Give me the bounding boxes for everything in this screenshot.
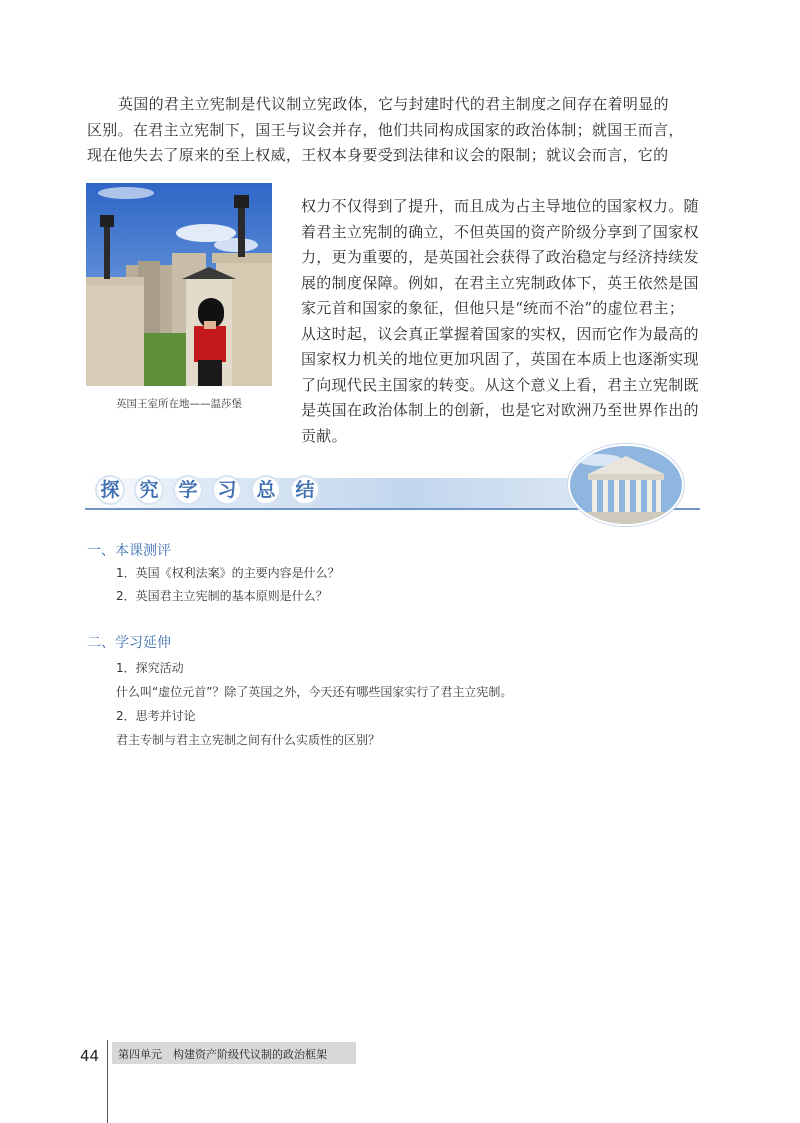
banner-char: 结 (290, 475, 320, 505)
review-question-2: 2．英国君主立宪制的基本原则是什么？ (116, 589, 328, 603)
banner-char: 探 (95, 475, 125, 505)
footer-divider (107, 1040, 108, 1123)
text-line: 权力不仅得到了提升，而且成为占主导地位的国家权力。随 (301, 197, 699, 215)
photo-caption: 英国王室所在地——温莎堡 (116, 398, 242, 410)
extension-item-2-title: 2．思考并讨论 (116, 709, 196, 723)
text-line: 着君主立宪制的确立，不但英国的资产阶级分享到了国家权 (301, 222, 699, 241)
banner-char: 总 (251, 475, 281, 505)
text-line: 英国的君主立宪制是代议制立宪政体，它与封建时代的君主制度之间存在着明显的 (118, 95, 669, 113)
text-line: 区别。在君主立宪制下，国王与议会并存，他们共同构成国家的政治体制；就国王而言， (87, 120, 684, 139)
review-question-1: 1．英国《权利法案》的主要内容是什么？ (116, 566, 340, 580)
section-heading-extension: 二、学习延伸 (87, 635, 171, 651)
courthouse-photo (568, 444, 684, 526)
paragraph-continued (301, 194, 711, 449)
banner-char: 学 (173, 475, 203, 505)
text-line: 现在他失去了原来的至上权威，王权本身要受到法律和议会的限制；就议会而言，它的 (87, 146, 669, 164)
text-line: 国家权力机关的地位更加巩固了，英国在本质上也逐渐实现 (301, 350, 699, 368)
text-line: 是英国在政治体制上的创新，也是它对欧洲乃至世界作出的 (301, 401, 699, 419)
extension-item-1-text: 什么叫“虚位元首”？除了英国之外，今天还有哪些国家实行了君主立宪制。 (116, 685, 513, 699)
extension-item-2-text: 君主专制与君主立宪制之间有什么实质性的区别？ (116, 733, 381, 747)
text-line: 贡献。 (301, 426, 347, 445)
text-line: 了向现代民主国家的转变。从这个意义上看，君主立宪制既 (301, 375, 699, 394)
unit-title: 第四单元 构建资产阶级代议制的政治框架 (118, 1048, 327, 1061)
text-line: 家元首和国家的象征，但他只是“统而不治”的虚位君主； (301, 299, 685, 317)
paragraph-intro (87, 92, 712, 169)
text-line: 从这时起，议会真正掌握着国家的实权，因而它作为最高的 (301, 324, 699, 343)
extension-item-1-title: 1．探究活动 (116, 661, 184, 675)
section-heading-review: 一、本课测评 (87, 543, 171, 559)
text-line: 力，更为重要的，是英国社会获得了政治稳定与经济持续发 (301, 248, 699, 266)
text-line: 展的制度保障。例如，在君主立宪制政体下，英王依然是国 (301, 273, 699, 292)
banner-char: 习 (212, 475, 242, 505)
windsor-castle-photo (86, 183, 272, 386)
page-number: 44 (80, 1047, 100, 1065)
banner-char: 究 (134, 475, 164, 505)
